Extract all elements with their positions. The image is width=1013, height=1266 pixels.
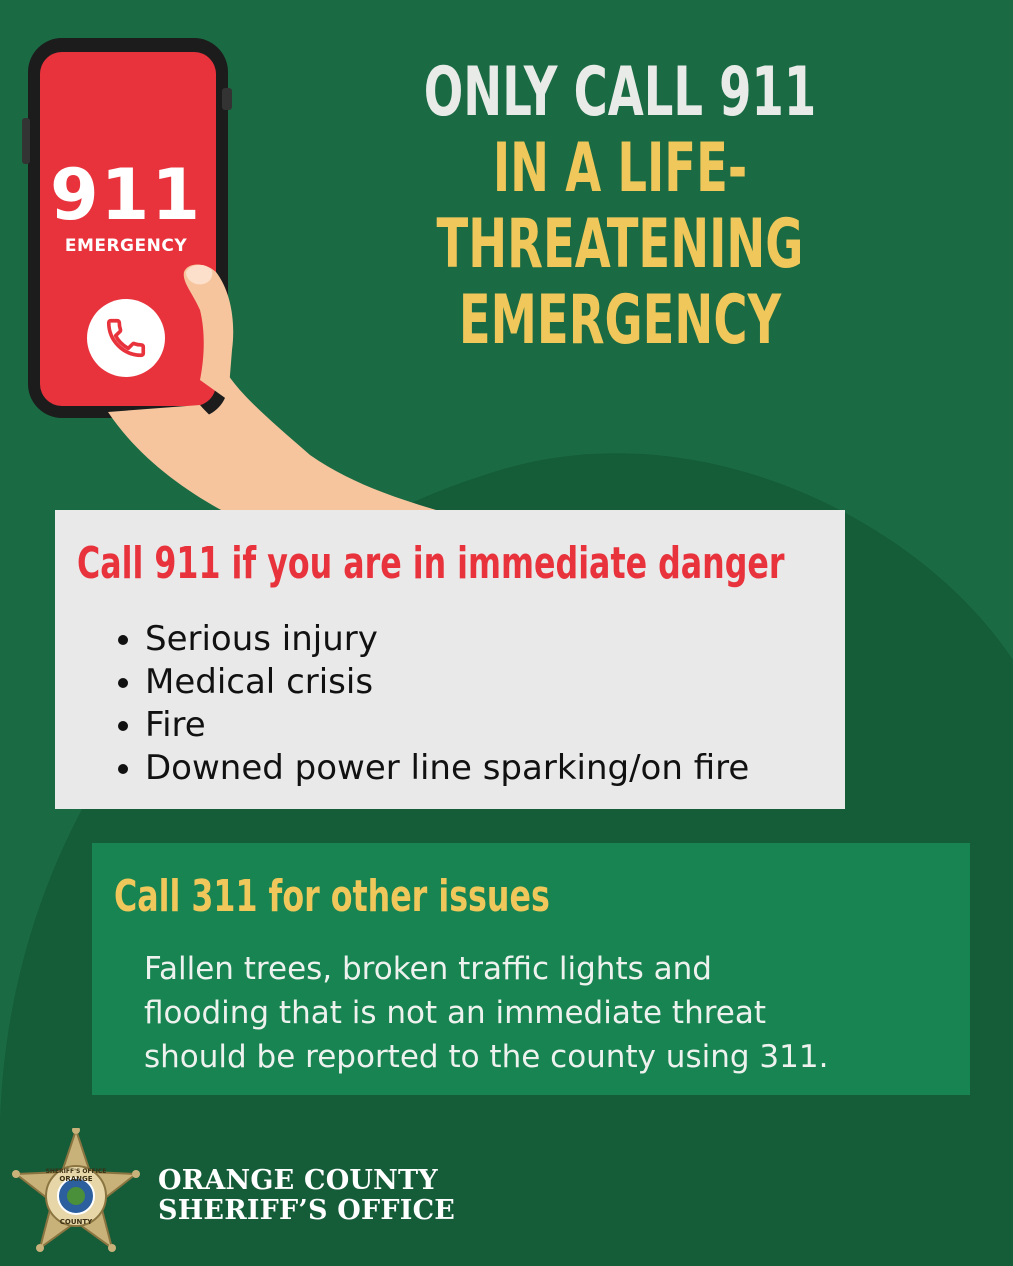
- call-311-body: [144, 947, 964, 1079]
- call-button: [87, 299, 165, 377]
- call-311-title: Call 311 for other issues: [114, 871, 550, 922]
- agency-name: [158, 1166, 455, 1226]
- badge-text-mid: ORANGE: [59, 1175, 93, 1183]
- agency-name-line-1: ORANGE COUNTY: [158, 1165, 438, 1196]
- call-311-body-line: flooding that is not an immediate threat: [144, 995, 767, 1031]
- headline-line-2: IN A LIFE-THREATENING: [436, 129, 804, 285]
- call-311-card: [92, 843, 970, 1095]
- list-item: • Serious injury: [145, 618, 749, 661]
- call-311-body-line: Fallen trees, broken traffic lights and: [144, 951, 712, 987]
- emergency-list: [115, 618, 749, 790]
- headline: [240, 55, 1000, 360]
- phone-number-911: 911: [49, 154, 203, 236]
- list-item: • Fire: [145, 704, 749, 747]
- call-911-title: Call 911 if you are in immediate danger: [77, 538, 785, 589]
- sheriff-star-badge-icon: [12, 1128, 140, 1256]
- call-311-body-line: should be reported to the county using 311.: [144, 1039, 829, 1075]
- badge-text-top: SHERIFF'S OFFICE: [45, 1168, 107, 1175]
- phone-emergency-label: EMERGENCY: [64, 236, 188, 256]
- call-911-card: [55, 510, 845, 809]
- badge-text-bottom: COUNTY: [59, 1218, 93, 1226]
- agency-name-line-2: SHERIFF’S OFFICE: [158, 1195, 456, 1226]
- headline-line-1: ONLY CALL 911: [423, 53, 817, 132]
- list-item: • Downed power line sparking/on fire: [145, 747, 749, 790]
- list-item: • Medical crisis: [145, 661, 749, 704]
- headline-line-3: EMERGENCY: [458, 281, 782, 361]
- phone-handset-icon: [103, 315, 149, 361]
